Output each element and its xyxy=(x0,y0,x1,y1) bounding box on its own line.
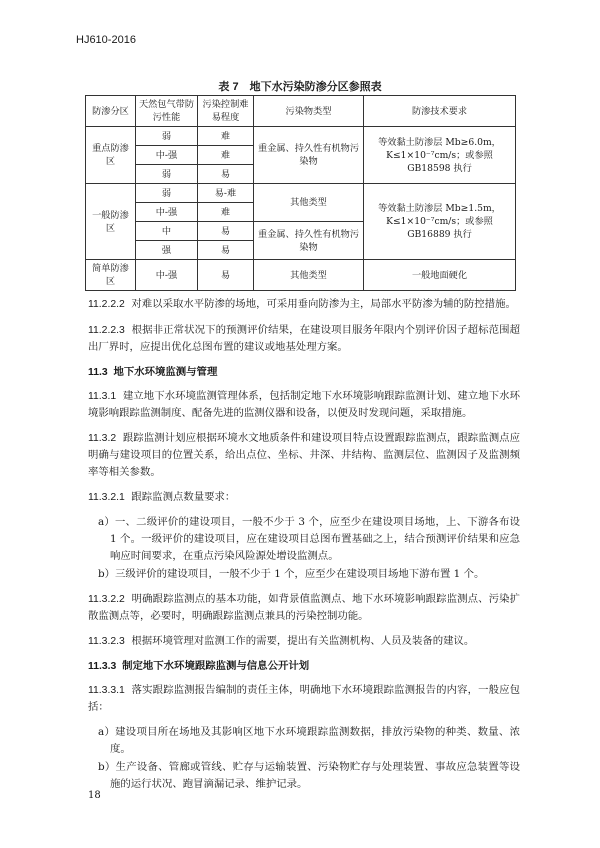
section-number: 11.3.2 xyxy=(88,433,117,444)
difficulty-cell: 易-难 xyxy=(198,184,254,203)
paragraph-text: 跟踪监测计划应根据环境水文地质条件和建设项目特点设置跟踪监测点，跟踪监测点应明确与建设项目的位置关系，给出点位、坐标、井深、井结构、监测层位、监测因子及监测频率等相关参数。 xyxy=(88,432,520,478)
section-number: 11.2.2.3 xyxy=(88,325,125,336)
section-heading xyxy=(88,658,520,675)
list-item: b）三级评价的建设项目，一般不少于 1 个，应至少在建设项目场地下游布置 1 个。 xyxy=(98,568,485,580)
difficulty-cell: 易 xyxy=(198,165,254,184)
difficulty-cell: 易 xyxy=(198,222,254,241)
heading-text: 地下水环境监测与管理 xyxy=(113,367,218,378)
paragraph xyxy=(88,296,520,313)
paragraph-text: 根据非正常状况下的预测评价结果，在建设项目服务年限内个别评价因子超标范围超出厂界时，应提出优化总图布置的建议或地基处理方案。 xyxy=(88,324,520,353)
section-number: 11.2.2.2 xyxy=(88,299,125,310)
section-number: 11.3.3 xyxy=(88,661,117,672)
paragraph-text: 根据环境管理对监测工作的需要，提出有关监测机构、人员及装备的建议。 xyxy=(131,635,475,647)
paragraph xyxy=(88,591,520,625)
difficulty-cell: 难 xyxy=(198,127,254,146)
page-number: 18 xyxy=(88,790,101,801)
zone-cell: 简单防渗区 xyxy=(86,260,136,291)
performance-cell: 弱 xyxy=(136,184,198,203)
performance-cell: 弱 xyxy=(136,165,198,184)
heading-text: 制定地下水环境跟踪监测与信息公开计划 xyxy=(122,661,310,672)
requirement-cell: 一般地面硬化 xyxy=(364,260,516,291)
performance-cell: 中-强 xyxy=(136,203,198,222)
table-row xyxy=(86,127,516,146)
paragraph-text: 建立地下水环境监测管理体系，包括制定地下水环境影响跟踪监测计划、建立地下水环境影响跟踪监测制度、配备先进的监测仪器和设备，以便及时发现问题，采取措施。 xyxy=(88,390,520,419)
paragraph-text: 明确跟踪监测点的基本功能，如背景值监测点、地下水环境影响跟踪监测点、污染扩散监测点等，必要时，明确跟踪监测点兼具的污染控制功能。 xyxy=(88,593,520,622)
paragraph xyxy=(88,388,520,422)
pollutant-cell: 其他类型 xyxy=(254,184,364,222)
table-caption: 表 7 地下水污染防渗分区参照表 xyxy=(218,81,382,93)
zone-cell: 重点防渗区 xyxy=(86,127,136,184)
section-number: 11.3.2.1 xyxy=(88,492,125,503)
header-cell: 污染控制难易程度 xyxy=(198,96,254,127)
list-item: a）一、二级评价的建设项目，一般不少于 3 个，应至少在建设项目场地，上、下游各布设 1 个。一级评价的建设项目，应在建设项目总图布置基础之上，结合预测评价结果和应急响应时间要求，在重点污染风险源处增设监测点。 xyxy=(98,516,520,562)
difficulty-cell: 易 xyxy=(198,241,254,260)
performance-cell: 中 xyxy=(136,222,198,241)
header-cell: 防渗分区 xyxy=(86,96,136,127)
table-row xyxy=(86,184,516,203)
paragraph xyxy=(88,489,520,506)
paragraph xyxy=(88,322,520,356)
paragraph xyxy=(88,633,520,650)
performance-cell: 中-强 xyxy=(136,260,198,291)
performance-cell: 中-强 xyxy=(136,146,198,165)
table-header-row xyxy=(86,96,516,127)
header-cell: 污染物类型 xyxy=(254,96,364,127)
pollutant-cell: 其他类型 xyxy=(254,260,364,291)
requirement-cell: 等效黏土防渗层 Mb≥1.5m，K≤1×10⁻⁷cm/s；或参照 GB16889 执行 xyxy=(364,184,516,260)
section-heading xyxy=(88,364,520,381)
paragraph-text: 对难以采取水平防渗的场地，可采用垂向防渗为主，局部水平防渗为辅的防控措施。 xyxy=(131,298,516,310)
performance-cell: 强 xyxy=(136,241,198,260)
requirement-cell: 等效黏土防渗层 Mb≥6.0m，K≤1×10⁻⁷cm/s；或参照 GB18598 执行 xyxy=(364,127,516,184)
paragraph xyxy=(88,682,520,716)
paragraph xyxy=(88,430,520,481)
paragraph-text: 落实跟踪监测报告编制的责任主体，明确地下水环境跟踪监测报告的内容，一般应包括： xyxy=(88,684,520,713)
document-code: HJ610-2016 xyxy=(76,34,136,46)
difficulty-cell: 难 xyxy=(198,146,254,165)
difficulty-cell: 难 xyxy=(198,203,254,222)
section-number: 11.3.1 xyxy=(88,391,117,402)
header-cell: 天然包气带防污性能 xyxy=(136,96,198,127)
pollutant-cell: 重金属、持久性有机物污染物 xyxy=(254,222,364,260)
list-item: b）生产设备、管廊或管线、贮存与运输装置、污染物贮存与处理装置、事故应急装置等设施的运行状况、跑冒滴漏记录、维护记录。 xyxy=(98,761,520,790)
pollutant-cell: 重金属、持久性有机物污染物 xyxy=(254,127,364,184)
performance-cell: 弱 xyxy=(136,127,198,146)
section-number: 11.3.3.1 xyxy=(88,685,125,696)
zone-cell: 一般防渗区 xyxy=(86,184,136,260)
section-number: 11.3.2.3 xyxy=(88,636,125,647)
section-number: 11.3 xyxy=(88,367,108,378)
zoning-table xyxy=(85,95,516,291)
table-row xyxy=(86,260,516,291)
section-number: 11.3.2.2 xyxy=(88,594,125,605)
difficulty-cell: 易 xyxy=(198,260,254,291)
body-text xyxy=(88,296,520,793)
list-item: a）建设项目所在场地及其影响区地下水环境跟踪监测数据，排放污染物的种类、数量、浓度。 xyxy=(98,726,520,755)
header-cell: 防渗技术要求 xyxy=(364,96,516,127)
paragraph-text: 跟踪监测点数量要求： xyxy=(131,491,236,503)
